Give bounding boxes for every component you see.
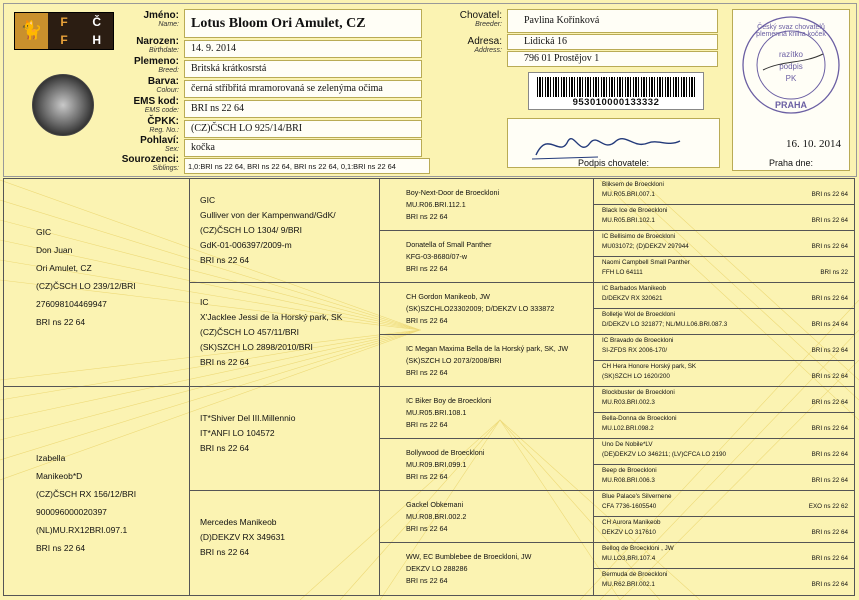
great-grandparent-2: Donatella of Small Panther KFG-03-8680/07-w BRI ns 22 64 (380, 231, 594, 283)
grandparent-2: IC X'Jacklee Jessi de la Horský park, SK (CZ)ČSCH LO 457/11/BRI (SK)SZCH LO 2898/2010/BRI BRI ns 22 64 (190, 283, 380, 387)
gen4-ancestor-7: IC Bravado de Broeckloni SI-ZFDS RX 2006-170/ BRI ns 22 64 (594, 335, 854, 361)
siblings-label: Sourozenci: Siblings: (121, 154, 179, 172)
breed-value: Britská krátkosrstá (184, 60, 422, 78)
sex-label: Pohlaví: Sex: (140, 135, 179, 153)
great-grandparent-4: IC Megan Maxima Bella de la Horský park, SK, JW (SK)SZCH LO 2073/2008/BRI BRI ns 22 64 (380, 335, 594, 387)
stamp-city: PRAHA (774, 100, 807, 110)
breeder-label: Chovatel: Breeder: (459, 10, 502, 28)
address-line-2: 796 01 Prostějov 1 (507, 51, 718, 67)
address-line-1: Lidická 16 (507, 34, 718, 50)
stamp-center-3: PK (785, 74, 797, 83)
gen4-ancestor-14: CH Aurora Manikeob DEKZV LO 317610 BRI ns 22 64 (594, 517, 854, 543)
logo-letter: H (92, 33, 101, 47)
gen4-ancestor-13: Blue Palace's Silvernene CFA 7736-1605540 EXO ns 22 62 (594, 491, 854, 517)
gen4-ancestor-15: Belloq de Broeckloni , JW MU.LO3,BRI.107.4 BRI ns 22 64 (594, 543, 854, 569)
birthdate-label: Narozen: Birthdate: (136, 36, 179, 54)
parent-dam: Izabella Manikeob*D (CZ)ČSCH RX 156/12/BRI 900096000020397 (NL)MU.RX12BRI.097.1 BRI ns 22 64 (4, 387, 190, 595)
great-grandparent-3: CH Gordon Manikeob, JW (SK)SZCHLO23302009; D/DEKZV LO 333872 BRI ns 22 64 (380, 283, 594, 335)
great-grandparent-6: Bollywood de Broeckloni MU.R09.BRI.099.1 BRI ns 22 64 (380, 439, 594, 491)
gen4-ancestor-16: Bermuda de Broeckloni MU.R62.BRI.002.1 BRI ns 22 64 (602, 571, 848, 588)
gen4-ancestor-11: Uno De Nobile*LV (DE)DEKZV LO 346211; (LV)CFCA LO 2190 BRI ns 22 64 (594, 439, 854, 465)
logo-letters (15, 13, 113, 49)
gen4-ancestor-2: Black Ice de Broeckloni MU.R05.BRI.102.1 BRI ns 22 64 (594, 205, 854, 231)
stamp-center-1: razítko (778, 50, 803, 59)
stamp-box (732, 9, 850, 171)
great-grandparent-7: Gackel Obkemani MU.R08.BRI.002.2 BRI ns 22 64 (380, 491, 594, 543)
stamp-date-caption: Praha dne: (768, 158, 814, 168)
great-grandparent-5: IC Biker Boy de Broeckloni MU.R05.BRI.108.1 BRI ns 22 64 (380, 387, 594, 439)
ems-value: BRI ns 22 64 (184, 100, 422, 118)
great-grandparent-1: Boy-Next-Door de Broeckloni MU.R06.BRI.112.1 BRI ns 22 64 (380, 179, 594, 231)
logo-letter: F (60, 15, 68, 29)
gen4-ancestor-10: Bella-Donna de Broeckloni MU.L02.BRI.098.2 BRI ns 22 64 (594, 413, 854, 439)
great-grandparent-8: WW, EC Bumblebee de Broeckloni, JW DEKZV LO 288286 BRI ns 22 64 (380, 543, 594, 595)
gen4-ancestor-6: Bolletje Wol de Broeckloni D/DEKZV LO 321877; NL/MU.L06.BRI.087.3 BRI ns 24 64 (594, 309, 854, 335)
hologram-seal-icon (32, 74, 94, 136)
signature-caption: Podpis chovatele: (578, 158, 650, 168)
reg-value: (CZ)ČSCH LO 925/14/BRI (184, 120, 422, 138)
gen4-ancestor-3: IC Bellisimo de Broeckloni MU031072; (D)DEKZV 297944 BRI ns 22 64 (594, 231, 854, 257)
breeder-name-value: Pavlina Kořínková (507, 9, 718, 33)
sex-value: kočka (184, 139, 422, 157)
gen4-ancestor-12: Beep de Broeckloni MU.R08.BRI.006.3 BRI ns 22 64 (594, 465, 854, 491)
gen4-ancestor-1: Bliksem de Broeckloni MU.R05.BRI.007.1 BRI ns 22 64 (594, 179, 854, 205)
parent-sire: GIC Don Juan Ori Amulet, CZ (CZ)ČSCH LO 239/12/BRI 276098104469947 BRI ns 22 64 (4, 179, 190, 387)
ffcsch-logo (14, 12, 114, 50)
grandparent-3: IT*Shiver Del III.Millennio IT*ANFI LO 104572 BRI ns 22 64 (190, 387, 380, 491)
logo-letter: F (60, 33, 68, 47)
breed-label: Plemeno: Breed: (133, 56, 179, 74)
grandparent-4: Mercedes Manikeob (D)DEKZV RX 349631 BRI ns 22 64 (190, 491, 380, 595)
ems-label: EMS kod: EMS code: (133, 96, 179, 114)
microchip-barcode (528, 72, 704, 110)
stamp-center-2: podpis (779, 62, 803, 71)
chip-number: 953010000133332 (572, 97, 660, 108)
pedigree-table (3, 178, 855, 596)
siblings-value: 1,0:BRI ns 22 64, BRI ns 22 64, BRI ns 22 64, 0,1:BRI ns 22 64 (184, 158, 430, 174)
gen4-ancestor-4: Naomi Campbell Small Panther FFH LO 64111 BRI ns 22 (594, 257, 854, 283)
reg-label: ČPKK: Reg. No.: (147, 116, 179, 134)
cat-logo-icon: 🐈 (15, 13, 48, 49)
birthdate-value: 14. 9. 2014 (184, 40, 422, 58)
name-label: Jméno: Name: (143, 10, 179, 28)
gen4-ancestor-8: CH Hera Honore Horský park, SK (SK)SZCH LO 1620/200 BRI ns 22 64 (594, 361, 854, 387)
logo-letter: Č (92, 15, 101, 29)
stamp-date: 16. 10. 2014 (786, 138, 841, 150)
cat-name-value: Lotus Bloom Ori Amulet, CZ (184, 9, 422, 38)
gen4-ancestor-5: IC Barbados Manikeob D/DEKZV RX 320621 BRI ns 22 64 (594, 283, 854, 309)
address-label: Adresa: Address: (467, 36, 502, 54)
stamp-ring-text: Český svaz chovatelů plemenná kniha koček (756, 24, 826, 38)
barcode-bars (537, 77, 695, 97)
colour-value: černá stříbřitá mramorovaná se zelenýma očima (184, 80, 422, 98)
gen4-ancestor-9: Blockbuster de Broeckloni MU.R03.BRI.002.3 BRI ns 22 64 (594, 387, 854, 413)
grandparent-1: GIC Gulliver von der Kampenwand/GdK/ (CZ)ČSCH LO 1304/ 9/BRI GdK-01-006397/2009-m BRI ns 22 64 (190, 179, 380, 283)
colour-label: Barva: Colour: (147, 76, 179, 94)
